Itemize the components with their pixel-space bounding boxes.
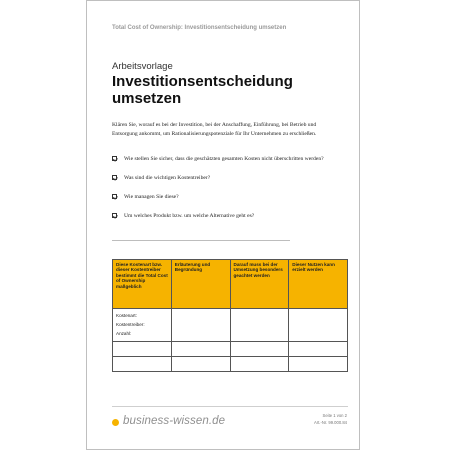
table-header-cell: Darauf muss bei der Umsetzung besonders geachtet werden [230, 260, 289, 309]
table-row [113, 342, 348, 357]
checklist-item [112, 212, 332, 220]
checklist-item-text: Wie stellen Sie sicher, dass die geschätzten gesamten Kosten nicht überschritten werden? [124, 156, 324, 162]
row-label-kostenart: Kostenart: [116, 313, 137, 318]
document-page [86, 0, 360, 450]
table-cell[interactable] [171, 357, 230, 372]
document-subtitle: Arbeitsvorlage [112, 61, 173, 72]
footer-meta [314, 413, 347, 426]
checkbox-icon [112, 156, 117, 161]
checklist-item-text: Um welches Produkt bzw. um welche Alternative geht es? [124, 213, 255, 219]
table-cell[interactable] [113, 357, 172, 372]
table-cell[interactable] [289, 309, 348, 342]
checkbox-icon [112, 175, 117, 180]
brand-logo[interactable]: business-wissen.de [123, 415, 226, 427]
checklist-item [112, 155, 332, 163]
checklist-item [112, 174, 332, 182]
divider [112, 240, 290, 241]
table-header-cell: Diese Kostenart bzw. dieser Kostentreiber bestimmt die Total Cost of Ownership maßgeblich [113, 260, 172, 309]
running-header: Total Cost of Ownership: Investitionsentscheidung umsetzen [112, 25, 287, 31]
checklist [112, 155, 332, 220]
table-header-cell: Erläuterung und Begründung [171, 260, 230, 309]
table-header-cell: Dieser Nutzen kann erzielt werden [289, 260, 348, 309]
document-title [112, 73, 352, 107]
table-header-row [113, 260, 348, 309]
title-line-1: Investitionsentscheidung [112, 73, 293, 90]
checklist-item [112, 193, 332, 201]
checklist-item-text: Was sind die wichtigen Kostentreiber? [124, 175, 211, 181]
tco-table [112, 259, 348, 372]
row-label-anzahl: Anzahl: [116, 331, 132, 336]
logo-dot-icon [112, 419, 119, 426]
title-line-2: umsetzen [112, 90, 182, 107]
table-cell[interactable] [230, 342, 289, 357]
table-row [113, 357, 348, 372]
table-cell-labels[interactable] [113, 309, 172, 342]
page-number: Seite 1 von 2 [322, 413, 347, 418]
row-label-kostentreiber: Kostentreiber: [116, 322, 145, 327]
table-row [113, 309, 348, 342]
checkbox-icon [112, 194, 117, 199]
checkbox-icon [112, 213, 117, 218]
table-cell[interactable] [171, 342, 230, 357]
table-cell[interactable] [113, 342, 172, 357]
checklist-item-text: Wie managen Sie diese? [124, 194, 179, 200]
intro-paragraph: Klären Sie, worauf es bei der Investition, bei der Anschaffung, Einführung, bei Betrieb und Entsorgung ankommt, um Rationalisierungspotenziale für Ihr Unternehmen zu erschließen. [112, 122, 317, 137]
table-cell[interactable] [289, 342, 348, 357]
article-number: Art.-Nr. 99.000.84 [313, 419, 347, 425]
table-cell[interactable] [171, 309, 230, 342]
table-cell[interactable] [230, 309, 289, 342]
footer-divider [112, 406, 348, 407]
table-cell[interactable] [289, 357, 348, 372]
table-cell[interactable] [230, 357, 289, 372]
